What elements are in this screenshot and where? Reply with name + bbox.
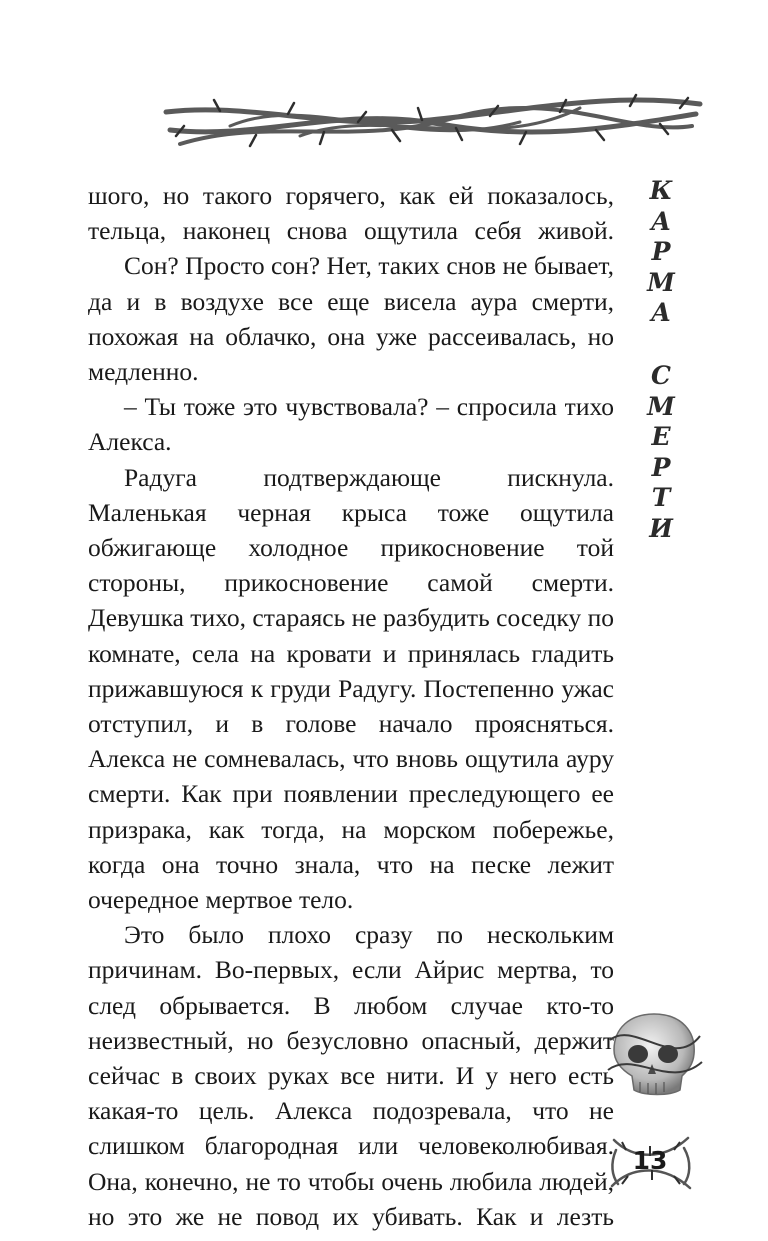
title-letter: А xyxy=(650,206,672,236)
paragraph-continuation: шого, но такого горячего, как ей показалось, тельца, наконец снова ощутила себя живой. xyxy=(88,181,614,246)
title-letter: А xyxy=(650,298,672,328)
title-letter: Р xyxy=(651,452,671,482)
title-letter: Т xyxy=(651,483,671,513)
paragraph: Это было плохо сразу по нескольким причинам. Во-первых, если Айрис мертва, то след обрывается. В любом случае кто-то неизвестный, но безусловно опасный, держит сейчас в своих руках все нити. И у него есть какая-то цель. Алекса подозревала, что не слишком благородная или человеколюбивая. Она, конечно, не то чтобы очень любила людей, но это же не повод их убивать. Как и лезть xyxy=(88,920,614,1231)
title-letter: М xyxy=(647,391,675,421)
thorny-vine-ornament xyxy=(160,86,704,164)
running-title-vertical xyxy=(638,176,684,545)
paragraph: Радуга подтверждающе пискнула. Маленькая черная крыса тоже ощутила обжигающе холодное прикосновение той стороны, прикосновение самой смерти. Девушка тихо, стараясь не разбудить соседку по комнате, села на кровати и принялась гладить прижавшуюся к груди Радугу. Постепенно ужас отступил, и в голове начало проясняться. Алекса не сомневалась, что вновь ощутила ауру смерти. Как при появлении преследующего ее призрака, как тогда, на морском побережье, когда она точно знала, что на песке лежит очередное мертвое тело. xyxy=(88,462,614,915)
dialogue-paragraph: – Ты тоже это чувствовала? – спросила тихо Алекса. xyxy=(88,392,614,457)
paragraph: Сон? Просто сон? Нет, таких снов не бывает, да и в воздухе все еще висела аура смерти, похожая на облачко, она уже рассеивалась, но медленно. xyxy=(88,251,614,387)
book-body-text xyxy=(88,178,614,1234)
page-number: 13 xyxy=(632,1146,668,1175)
title-letter: И xyxy=(649,513,673,543)
title-word-gap xyxy=(638,329,684,361)
skull-icon xyxy=(604,1010,704,1098)
title-letter: М xyxy=(647,267,675,297)
title-letter: К xyxy=(649,176,673,205)
title-letter: Е xyxy=(651,422,671,452)
title-letter: С xyxy=(651,360,671,390)
title-letter: Р xyxy=(651,237,671,267)
